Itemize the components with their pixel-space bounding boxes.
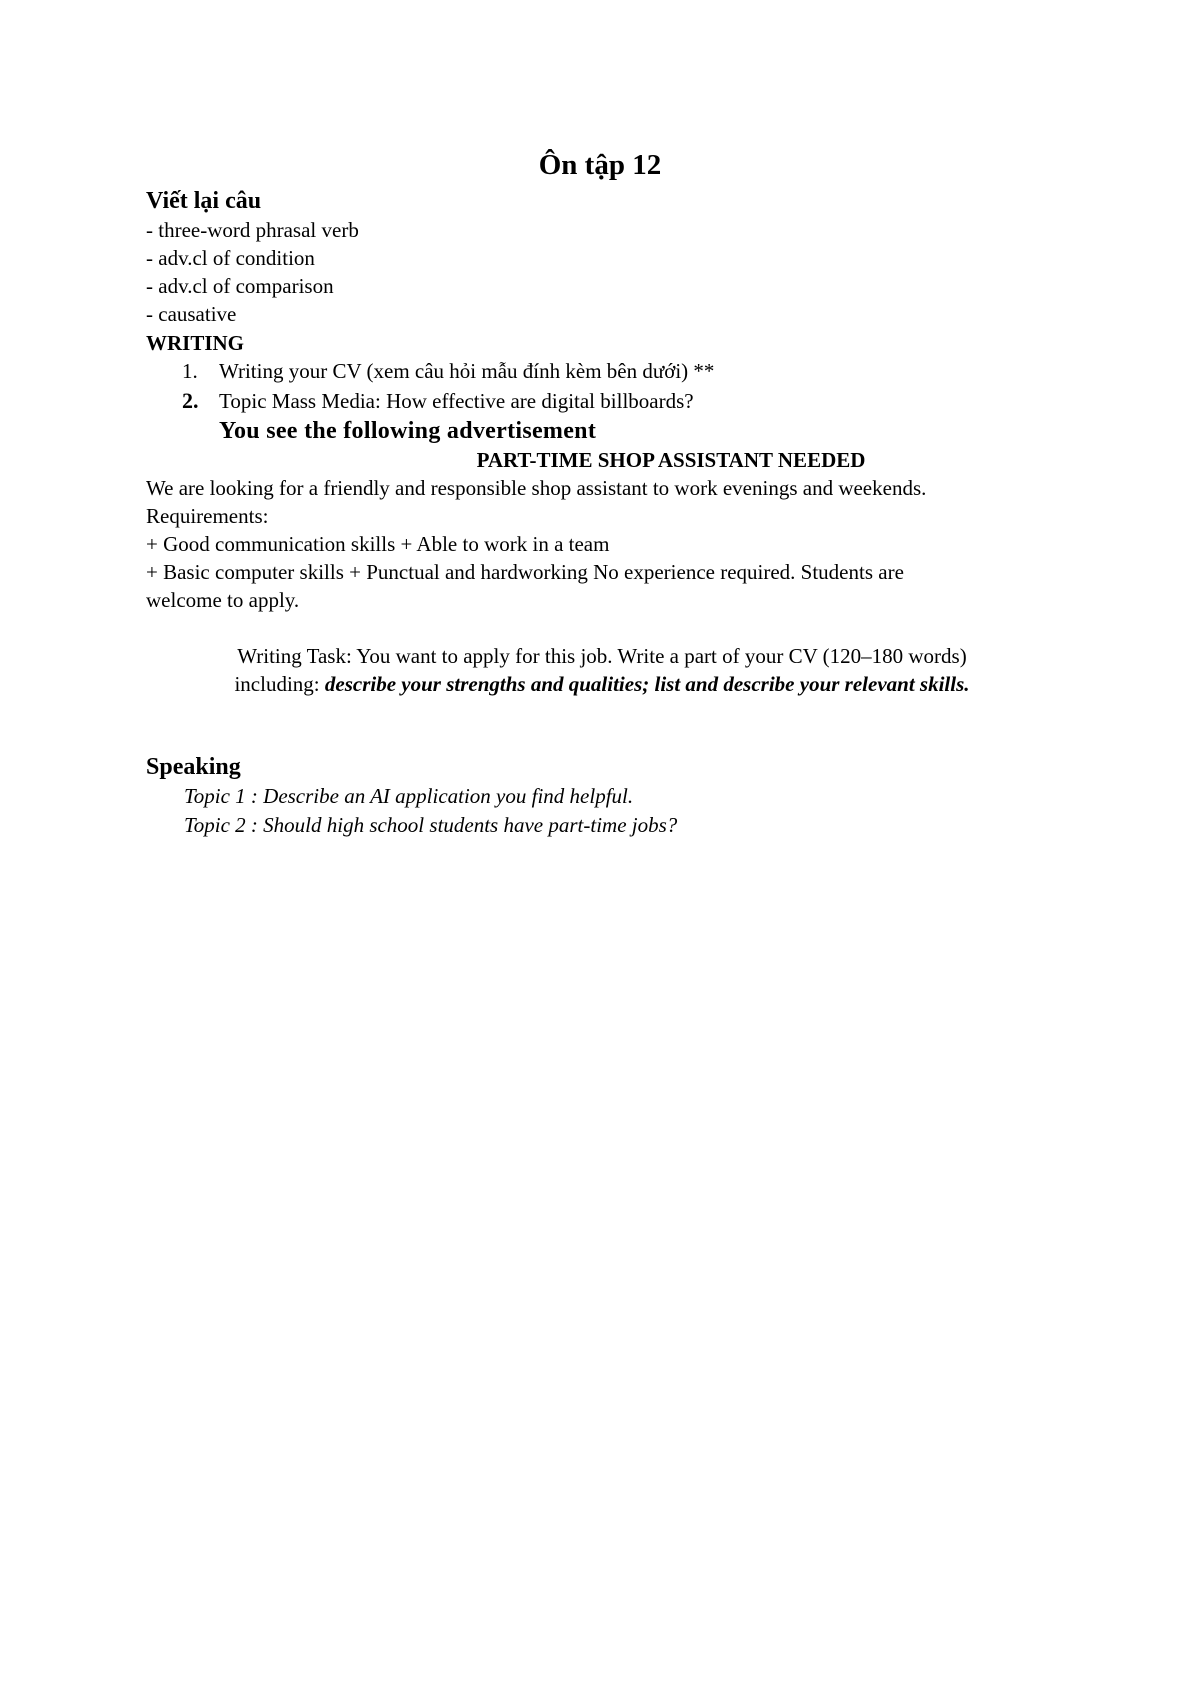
ad-line: Requirements: bbox=[146, 504, 269, 528]
speaking-topics bbox=[146, 782, 1066, 840]
ad-line: welcome to apply. bbox=[146, 588, 300, 612]
task-line: Writing Task: You want to apply for this job. Write a part of your CV (120–180 words) bbox=[237, 644, 967, 668]
page-title: Ôn tập 12 bbox=[538, 149, 662, 181]
writing-task bbox=[138, 642, 1066, 698]
advertisement-intro: You see the following advertisement bbox=[219, 418, 597, 444]
writing-list bbox=[146, 356, 1066, 416]
rewrite-heading: Viết lại câu bbox=[146, 188, 262, 214]
ad-line: + Good communication skills + Able to work in a team bbox=[146, 532, 610, 556]
list-text: Writing your CV (xem câu hỏi mẫu đính kèm bên dưới) ** bbox=[219, 359, 715, 383]
advertisement-title: PART-TIME SHOP ASSISTANT NEEDED bbox=[476, 448, 866, 472]
task-line bbox=[138, 670, 1066, 698]
rewrite-item: - three-word phrasal verb bbox=[146, 218, 359, 242]
writing-list-item bbox=[146, 356, 1066, 386]
writing-heading: WRITING bbox=[146, 331, 245, 355]
speaking-topic: Topic 2 : Should high school students have part-time jobs? bbox=[184, 813, 678, 837]
rewrite-list bbox=[146, 216, 1066, 328]
list-text: Topic Mass Media: How effective are digital billboards? bbox=[219, 389, 694, 413]
advertisement-body bbox=[146, 474, 1066, 614]
list-number: 1. bbox=[182, 359, 198, 383]
list-number: 2. bbox=[182, 388, 199, 413]
document-body bbox=[146, 186, 1066, 840]
ad-line: + Basic computer skills + Punctual and hardworking No experience required. Students are bbox=[146, 560, 904, 584]
task-prefix: including: bbox=[234, 672, 325, 696]
rewrite-item: - adv.cl of comparison bbox=[146, 274, 334, 298]
writing-list-item bbox=[146, 386, 1066, 416]
task-emphasis: describe your strengths and qualities; list and describe your relevant skills. bbox=[324, 672, 970, 696]
ad-line: We are looking for a friendly and responsible shop assistant to work evenings and weekends. bbox=[146, 476, 927, 500]
speaking-topic: Topic 1 : Describe an AI application you find helpful. bbox=[184, 784, 634, 808]
rewrite-item: - causative bbox=[146, 302, 237, 326]
speaking-heading: Speaking bbox=[146, 754, 241, 780]
rewrite-item: - adv.cl of condition bbox=[146, 246, 315, 270]
